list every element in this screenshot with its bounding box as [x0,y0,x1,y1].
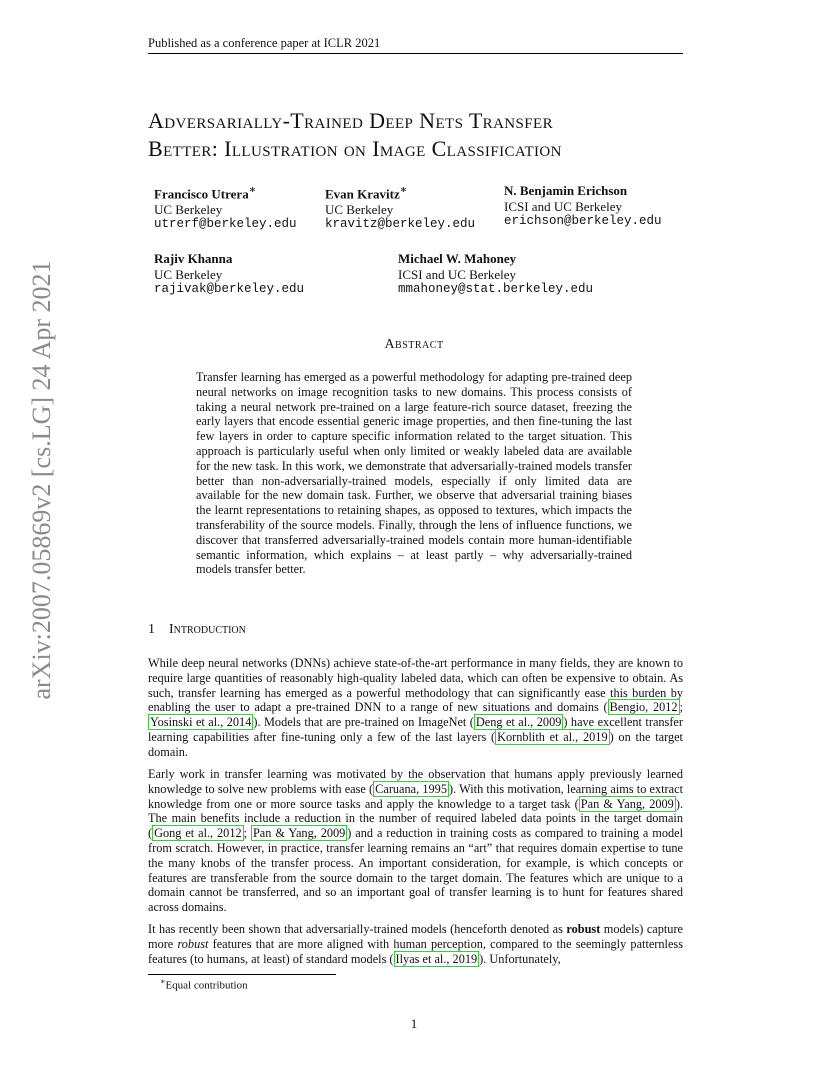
author-name: Michael W. Mahoney [398,251,517,266]
arxiv-stamp [22,260,62,700]
abstract-heading: Abstract [384,337,444,352]
author-name: Evan Kravitz∗ [325,184,408,202]
footnote-rule [148,974,336,975]
author-affiliation: UC Berkeley [154,266,223,282]
author-affiliation: ICSI and UC Berkeley [504,198,623,214]
author-email[interactable]: rajivak@berkeley.edu [154,282,305,296]
intro-paragraph-3: It has recently been shown that adversarially-trained models (henceforth denoted as robust models) capture more robust features that are more aligned with human perception, compared to the seemingly patternless features (to humans, at least) of standard models ( Ilyas et al., 2019 ). Unfortunately, [148,922,684,966]
paper-title [148,107,688,163]
author-name: N. Benjamin Erichson [504,183,628,198]
author-block [154,183,297,233]
author-name: Francisco Utrera∗ [154,184,257,202]
author-block [398,251,593,298]
section-number: 1 [148,622,155,637]
section-title: Introduction [169,622,246,637]
citation-link[interactable]: Pan & Yang, 2009 [580,796,674,811]
author-affiliation: UC Berkeley [154,201,223,217]
title-line-1: Adversarially-Trained Deep Nets Transfer [148,108,553,133]
author-block [325,183,475,233]
author-email[interactable]: mmahoney@stat.berkeley.edu [398,282,594,296]
citation-link[interactable]: Caruana, 1995 [375,781,447,796]
author-affiliation: UC Berkeley [325,201,394,217]
header-rule [148,53,683,54]
citation-link[interactable]: Ilyas et al., 2019 [395,951,478,966]
author-block [154,251,304,298]
author-affiliation: ICSI and UC Berkeley [398,266,517,282]
running-header: Published as a conference paper at ICLR 2021 [148,36,381,50]
citation-link[interactable]: Kornblith et al., 2019 [497,729,608,744]
citation-link[interactable]: Gong et al., 2012 [154,826,242,841]
section-heading [148,622,246,638]
citation-link[interactable]: Bengio, 2012 [609,700,678,715]
intro-paragraph-1: While deep neural networks (DNNs) achieve state-of-the-art performance in many fields, they are known to require large quantities of reasonably high-quality labeled data, which can often be expensive to obtain. As such, transfer learning has emerged as a powerful methodology that can significantly ease this burden by enabling the user to adapt a pre-trained DNN to a range of new situations and domains ( Bengio, 2012 ; Yosinski et al., 2014 ). Models that are pre-trained on ImageNet ( Deng et al., 2009 ) have excellent transfer learning capabilities after fine-tuning only a few of the last layers ( Kornblith et al., 2019 ) on the target domain. [148,656,683,759]
author-email[interactable]: erichson@berkeley.edu [504,214,662,228]
citation-link[interactable]: Pan & Yang, 2009 [252,826,346,841]
page-number: 1 [410,1016,418,1031]
author-name: Rajiv Khanna [154,251,233,266]
author-email[interactable]: kravitz@berkeley.edu [325,217,476,232]
arxiv-id: arXiv:2007.05869v2 [cs.LG] 24 Apr 2021 [27,260,56,700]
citation-link[interactable]: Deng et al., 2009 [475,715,562,730]
footnote-text: Equal contribution [165,979,248,992]
author-email[interactable]: utrerf@berkeley.edu [154,217,297,232]
title-line-2: Better: Illustration on Image Classification [148,136,562,161]
footnote [160,977,248,992]
intro-paragraph-2: Early work in transfer learning was motivated by the observation that humans apply previously learned knowledge to solve new problems with ease ( Caruana, 1995 ). With this motivation, learning aims to extract knowledge from one or more source tasks and apply the knowledge to a target task ( Pan & Yang, 2009 ). The main benefits include a reduction in the number of required labeled data points in the target domain ( Gong et al., 2012 ; Pan & Yang, 2009 ) and a reduction in training costs as compared to training a model from scratch. However, in practice, transfer learning remains an “art” that requires domain expertise to tune the many knobs of the transfer process. An important consideration, for example, is which concepts or features are transferable from the source domain to the target domain. The features which are unique to a domain cannot be transferred, and so an important goal of transfer learning is to hunt for features shared across domains. [148,767,684,915]
citation-link[interactable]: Yosinski et al., 2014 [150,715,252,730]
author-block [504,183,662,230]
footnote-mark: ∗ [160,977,166,986]
abstract-text: Transfer learning has emerged as a powerful methodology for adapting pre-trained deep neural networks on image recognition tasks to new domains. This process consists of taking a neural network pre-trained on a large feature-rich source dataset, freezing the early layers that encode essential generic image properties, and then fine-tuning the last few layers in order to capture specific information related to the target situation. This approach is particularly useful when only limited or weakly labeled data are available for the new task. In this work, we demonstrate that adversarially-trained models transfer better than non-adversarially-trained models, especially if only limited data are available for the new domain task. Further, we observe that adversarial training biases the learnt representations to retaining shapes, as opposed to textures, which impacts the transferability of the source models. Finally, through the lens of influence functions, we discover that transferred adversarially-trained models contain more human-identifiable semantic information, which explains – at least partly – why adversarially-trained models transfer better. [196,370,632,577]
